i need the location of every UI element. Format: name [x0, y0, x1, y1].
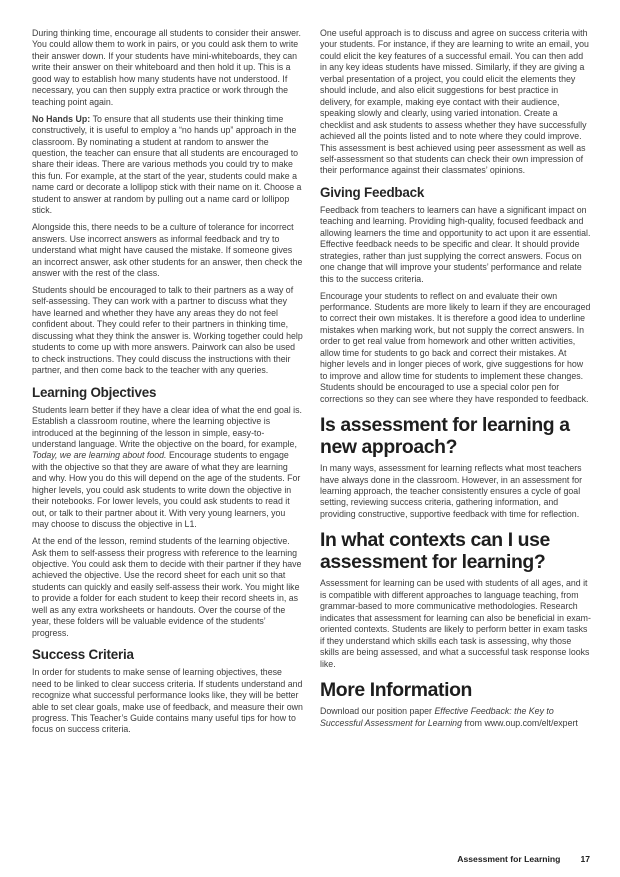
body-paragraph	[320, 28, 591, 177]
text-run: Download our position paper	[320, 706, 435, 717]
page-content	[32, 28, 591, 741]
body-paragraph	[32, 28, 303, 108]
body-paragraph	[32, 114, 303, 217]
text-run: In many ways, assessment for learning reflects what most teachers have always done in the classroom. However, in an assessment for learning approach, the teacher consistently ensures a cycle of goal setting, reviewing success criteria, gathering information, and providing constructive, supportive feedback with time for reflection.	[320, 463, 583, 519]
question-heading: In what contexts can I use assessment for learning?	[320, 529, 550, 573]
text-run: Encourage your students to reflect on and evaluate their own performance. Students are more likely to learn if they are encouraged to correct their own mistakes. It is therefore a good idea to underline mistakes when marking work, but not supply the correct answers. In order to get real value from homework and other written activities, allow time for students to go back and correct their mistakes. At higher levels and in longer pieces of work, give suggestions for how to improve and allow time for students to implement these changes. Students should be encouraged to use a special color pen for corrections so they can see where they have responded to feedback.	[320, 290, 591, 404]
body-paragraph	[320, 291, 591, 406]
text-run: Assessment for learning can be used with students of all ages, and it is compatible with different approaches to language teaching, from grammar-based to more communicative methodologies. Research indicates that assessment for learning can also be beneficial in exam-oriented contexts. Students are likely to perform better in exam tasks if they understand which skills each task is assessing, why those skills are being assessed, and what a successful task response looks like.	[320, 578, 591, 669]
text-run: At the end of the lesson, remind students of the learning objective. Ask them to self-assess their progress with reference to the learning objective. You could ask them to decide with their partner if they have achieved the objective. Use the record sheet for each unit so that students can quickly and easily self-assess their work. You might like to provide a folder for each student to keep their record sheets in, as well as any extra worksheets or handouts. Over the course of the year, these folders will be valuable evidence of the students’ progress.	[32, 536, 302, 638]
italic-text: Today, we are learning about food.	[32, 450, 167, 461]
body-paragraph	[32, 405, 303, 531]
body-paragraph	[320, 463, 591, 520]
body-paragraph	[32, 285, 303, 377]
body-paragraph	[320, 205, 591, 285]
italic-text: Effective Feedback: the Key to Successful Assessment for Learning	[320, 706, 554, 728]
text-run: One useful approach is to discuss and agree on success criteria with your students. For instance, if they are learning to write an email, you could elicit the key features of a successful email. You can then add in any key ideas students have missed. Similarly, if they are giving a verbal presentation of a project, you could elicit the elements they should include, and also elicit suggestions for best practice in delivery, for example, making eye contact with their audience, speaking slowly and clearly, using varied intonation. Create a checklist and ask students to assess whether they have successfully achieved all the points listed and to note where they could improve. This assessment is best achieved using peer assessment as well as self-assessment so that students can check their own impression of their performance against their classmates’ opinions.	[320, 28, 589, 176]
body-paragraph	[32, 536, 303, 639]
text-run: To ensure that all students use their thinking time constructively, it is useful to employ a “no hands up” approach in the classroom. By nominating a student at random to answer the question, the teacher can ensure that all students are encouraged to share their ideas. There are various methods you could try to make this fun. For example, at the start of the year, students could make a name card or decorate a lollipop stick with their name on it. Choose a student to answer at random by pulling out a name card or lollipop stick.	[32, 113, 302, 216]
section-heading: Success Criteria	[32, 647, 134, 663]
text-run: Encourage students to engage with the objective so that they are aware of what they are learning and why. How you do this will depend on the age of the students. For higher levels, you could ask students to write down the objective in their notebooks. For lower levels, you could ask students to read it out, or talk to their partner about it. With very young learners, you may choose to discuss the objective in L1.	[32, 450, 301, 530]
text-run: Students should be encouraged to talk to their partners as a way of self-assessing. They can work with a partner to discuss what they have learned and whether they have any areas they do not feel confident about. They could refer to their partners in thinking time, discussing what they think the answer is. Working together could help students to come up with more answers. Pairwork can also be used to check instructions. They could discuss the instructions with their partner, and then come back to the teacher with any queries.	[32, 285, 303, 376]
body-paragraph	[320, 706, 591, 729]
bold-text: No Hands Up:	[32, 113, 93, 124]
text-run: In order for students to make sense of learning objectives, these need to be linked to clear success criteria. If students understand and recognize what successful performance looks like, they will be better able to set clear goals, make use of feedback, and measure their own progress. This Teacher’s Guide contains many useful tips for how to focus on success criteria.	[32, 667, 303, 735]
footer-section-title: Assessment for Learning	[457, 854, 561, 864]
body-paragraph	[32, 667, 303, 736]
section-heading: Learning Objectives	[32, 384, 157, 400]
body-paragraph	[320, 578, 591, 670]
left-column	[32, 28, 303, 741]
right-column	[320, 28, 591, 741]
text-run: from www.oup.com/elt/expert	[461, 717, 578, 728]
section-heading: Giving Feedback	[320, 184, 425, 200]
question-heading: More Information	[320, 678, 472, 701]
body-paragraph	[32, 222, 303, 279]
text-run: During thinking time, encourage all students to consider their answer. You could allow them to work in pairs, or you could ask them to write their answer down. If your students have mini-whiteboards, they can write their answer on their whiteboard and then hold it up. This is a good way to establish how many students have not understood. If necessary, you can then supply extra practice or work through the teaching point again.	[32, 28, 301, 107]
footer-page-number: 17	[580, 854, 590, 864]
text-run: Students learn better if they have a clear idea of what the end goal is. Establish a classroom routine, where the learning objective is introduced at the beginning of the lesson in simple, easy-to-understand language. Write the objective on the board, for example,	[32, 404, 302, 449]
page-footer	[457, 854, 590, 864]
question-heading: Is assessment for learning a new approach?	[320, 414, 570, 458]
text-run: Feedback from teachers to learners can have a significant impact on teaching and learning. Providing high-quality, focused feedback and allowing learners the time and opportunity to act upon it are essential. Effective feedback needs to be specific and clear. It should provide strategies, rather than just supplying the correct answers. Focus on one change that will improve your students’ performance and relate this to the success criteria.	[320, 204, 591, 284]
text-run: Alongside this, there needs to be a culture of tolerance for incorrect answers. Use incorrect answers as informal feedback and try to understand what might have caused the mistake. If someone gives an incorrect answer, ask other students for an answer, then check the answer with the rest of the class.	[32, 222, 303, 279]
